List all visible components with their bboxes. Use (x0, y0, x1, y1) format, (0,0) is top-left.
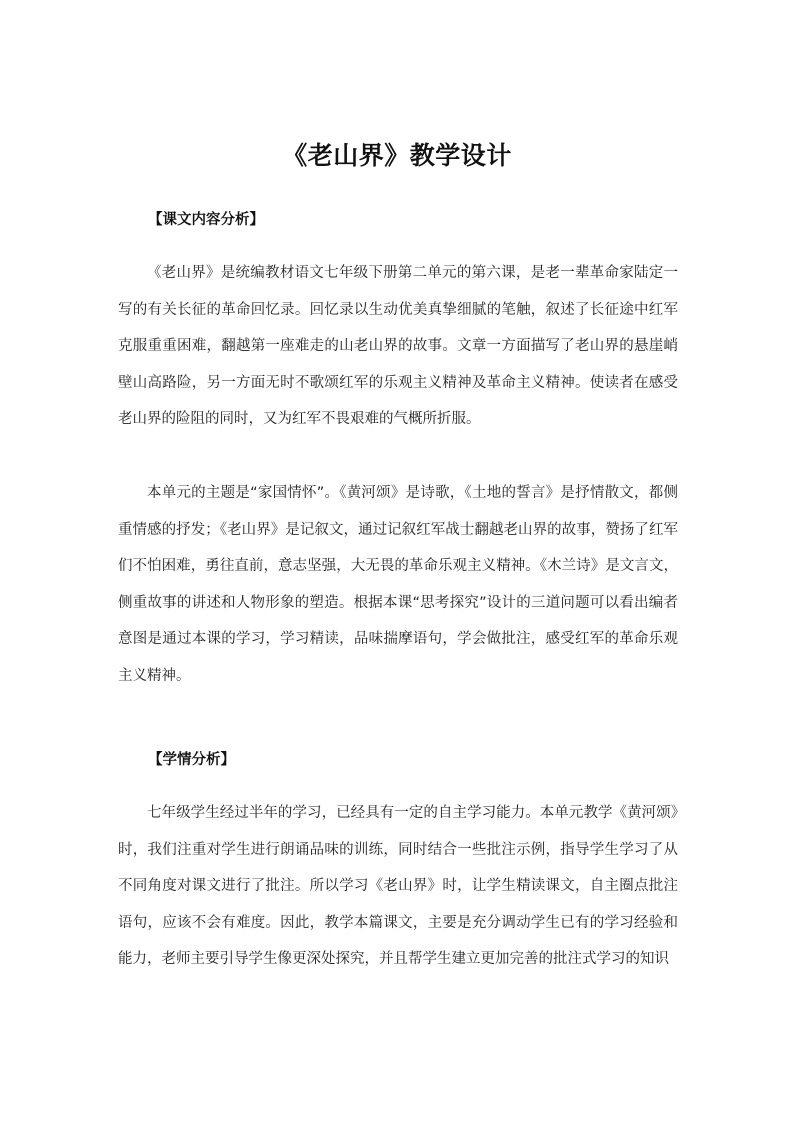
section-heading-text-analysis: 【课文内容分析】 (148, 212, 264, 228)
document-title: 《老山界》教学设计 (282, 141, 512, 170)
paragraph-text-analysis-2: 本单元的主题是“家国情怀”。《黄河颂》是诗歌，《土地的誓言》是抒情散文，都侧重情感的抒发；《老山界》是记叙文，通过记叙红军战士翻越老山界的故事，赞扬了红军们不怕困难，勇往直前，意志坚强，大无畏的革命乐观主义精神。《木兰诗》是文言文，侧重故事的讲述和人物形象的塑造。根据本课“思考探究”设计的三道问题可以看出编者意图是通过本课的学习，学习精读，品味揣摩语句，学会做批注，感受红军的革命乐观主义精神。 (118, 485, 678, 684)
paragraph-student-analysis-1: 七年级学生经过半年的学习，已经具有一定的自主学习能力。本单元教学《黄河颂》时，我们注重对学生进行朗诵品味的训练，同时结合一些批注示例，指导学生学习了从不同角度对课文进行了批注。所以学习《老山界》时，让学生精读课文，自主圈点批注语句，应该不会有难度。因此，教学本篇课文，主要是充分调动学生已有的学习经验和能力，老师主要引导学生像更深处探究，并且帮学生建立更加完善的批注式学习的知识 (118, 805, 678, 967)
paragraph-text-analysis-1: 《老山界》是统编教材语文七年级下册第二单元的第六课，是老一辈革命家陆定一写的有关长征的革命回忆录。回忆录以生动优美真挚细腻的笔触，叙述了长征途中红军克服重重困难，翻越第一座难走的山老山界的故事。文章一方面描写了老山界的悬崖峭壁山高路险，另一方面无时不歌颂红军的乐观主义精神及革命主义精神。使读者在感受老山界的险阻的同时，又为红军不畏艰难的气概所折服。 (118, 265, 678, 427)
section-heading-student-analysis: 【学情分析】 (148, 752, 235, 768)
